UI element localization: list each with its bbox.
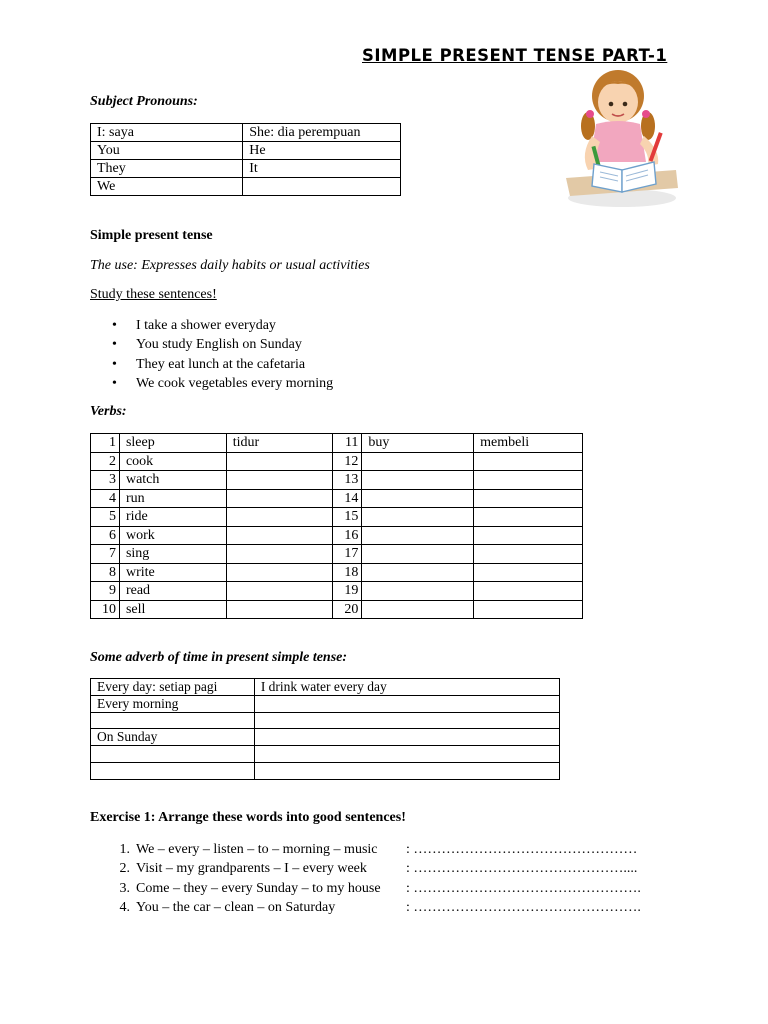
answer-line: : ……………………………………….... xyxy=(406,861,638,877)
table-row xyxy=(91,142,401,160)
adverb-cell xyxy=(91,762,255,779)
table-row xyxy=(91,526,583,545)
meaning-cell xyxy=(226,545,333,564)
verb-cell xyxy=(362,600,474,619)
answer-line: : ………………………………………… xyxy=(406,842,638,857)
exercise-words: We – every – listen – to – morning – music xyxy=(136,842,378,857)
table-row xyxy=(91,563,583,582)
adverbs-heading: Some adverb of time in present simple tense: xyxy=(90,650,348,665)
table-row xyxy=(91,452,583,471)
table-row xyxy=(91,695,560,712)
exercise-number: 3. xyxy=(119,880,130,896)
meaning-cell: membeli xyxy=(474,434,583,453)
exercise-number: 4. xyxy=(119,899,130,915)
meaning-cell xyxy=(474,471,583,490)
table-row xyxy=(91,746,560,763)
pronoun-cell: You xyxy=(91,142,243,160)
verb-number-cell: 3 xyxy=(91,471,120,490)
meaning-cell xyxy=(474,526,583,545)
verb-cell: cook xyxy=(119,452,226,471)
answer-line: : …………………………………………. xyxy=(406,899,641,915)
verb-cell: ride xyxy=(119,508,226,527)
table-row xyxy=(91,582,583,601)
meaning-cell xyxy=(226,526,333,545)
adverbs-table xyxy=(90,678,560,780)
exercise-words: You – the car – clean – on Saturday xyxy=(136,899,336,915)
use-description: The use: Expresses daily habits or usual activities xyxy=(90,258,370,273)
meaning-cell xyxy=(474,582,583,601)
meaning-cell xyxy=(226,563,333,582)
meaning-cell xyxy=(226,600,333,619)
pronouns-table xyxy=(90,123,401,196)
verb-cell: buy xyxy=(362,434,474,453)
simple-present-heading: Simple present tense xyxy=(90,228,213,243)
verb-cell: sleep xyxy=(119,434,226,453)
verb-number-cell: 10 xyxy=(91,600,120,619)
verb-number-cell: 11 xyxy=(333,434,362,453)
meaning-cell xyxy=(226,471,333,490)
answer-line: : …………………………………………. xyxy=(406,880,641,896)
table-row xyxy=(91,712,560,729)
meaning-cell xyxy=(474,600,583,619)
meaning-cell xyxy=(474,563,583,582)
meaning-cell: tidur xyxy=(226,434,333,453)
verb-cell xyxy=(362,563,474,582)
study-instruction: Study these sentences! xyxy=(90,287,217,302)
example-cell xyxy=(254,746,559,763)
pronoun-cell: We xyxy=(91,178,243,196)
meaning-cell xyxy=(226,452,333,471)
table-row xyxy=(91,434,583,453)
verb-number-cell: 18 xyxy=(333,563,362,582)
adverb-cell: Every day: setiap pagi xyxy=(91,679,255,696)
table-row xyxy=(91,471,583,490)
list-item: • They eat lunch at the cafetaria xyxy=(112,355,333,374)
verb-number-cell: 4 xyxy=(91,489,120,508)
table-row xyxy=(91,489,583,508)
pronoun-cell xyxy=(243,178,401,196)
meaning-cell xyxy=(226,508,333,527)
table-row xyxy=(91,508,583,527)
example-cell xyxy=(254,729,559,746)
exercise-number: 1. xyxy=(119,842,130,857)
adverb-cell xyxy=(91,746,255,763)
verb-cell: write xyxy=(119,563,226,582)
verb-number-cell: 9 xyxy=(91,582,120,601)
verb-cell xyxy=(362,582,474,601)
verb-cell: sing xyxy=(119,545,226,564)
pronoun-cell: I: saya xyxy=(91,124,243,142)
verb-cell xyxy=(362,508,474,527)
example-cell xyxy=(254,695,559,712)
meaning-cell xyxy=(474,508,583,527)
adverb-cell: On Sunday xyxy=(91,729,255,746)
example-cell: I drink water every day xyxy=(254,679,559,696)
table-row xyxy=(91,178,401,196)
verb-cell: sell xyxy=(119,600,226,619)
verb-number-cell: 12 xyxy=(333,452,362,471)
exercise-heading: Exercise 1: Arrange these words into good sentences! xyxy=(90,810,406,825)
meaning-cell xyxy=(474,545,583,564)
example-cell xyxy=(254,762,559,779)
verb-cell: read xyxy=(119,582,226,601)
verb-number-cell: 1 xyxy=(91,434,120,453)
exercise-words: Visit – my grandparents – I – every week xyxy=(136,861,367,877)
girl-studying-icon xyxy=(560,66,682,210)
adverb-cell: Every morning xyxy=(91,695,255,712)
verb-number-cell: 5 xyxy=(91,508,120,527)
verb-cell: watch xyxy=(119,471,226,490)
page-title: SIMPLE PRESENT TENSE PART-1 xyxy=(362,46,668,65)
verb-number-cell: 15 xyxy=(333,508,362,527)
verb-number-cell: 13 xyxy=(333,471,362,490)
verb-number-cell: 16 xyxy=(333,526,362,545)
pronoun-cell: She: dia perempuan xyxy=(243,124,401,142)
verb-cell xyxy=(362,545,474,564)
meaning-cell xyxy=(226,582,333,601)
pronoun-cell: It xyxy=(243,160,401,178)
example-cell xyxy=(254,712,559,729)
verb-number-cell: 20 xyxy=(333,600,362,619)
verb-cell: run xyxy=(119,489,226,508)
table-row xyxy=(91,729,560,746)
pronoun-cell: He xyxy=(243,142,401,160)
table-row xyxy=(91,124,401,142)
subject-pronouns-heading: Subject Pronouns: xyxy=(90,94,198,109)
verbs-table xyxy=(90,433,583,619)
list-item: • We cook vegetables every morning xyxy=(112,374,333,393)
table-row xyxy=(91,545,583,564)
example-sentences-list xyxy=(112,316,333,393)
table-row xyxy=(91,762,560,779)
verb-number-cell: 17 xyxy=(333,545,362,564)
verb-cell xyxy=(362,526,474,545)
meaning-cell xyxy=(226,489,333,508)
adverb-cell xyxy=(91,712,255,729)
table-row xyxy=(91,160,401,178)
verb-number-cell: 2 xyxy=(91,452,120,471)
verb-number-cell: 14 xyxy=(333,489,362,508)
exercise-number: 2. xyxy=(119,861,130,877)
verb-cell: work xyxy=(119,526,226,545)
verb-number-cell: 6 xyxy=(91,526,120,545)
meaning-cell xyxy=(474,489,583,508)
list-item: • I take a shower everyday xyxy=(112,316,333,335)
verb-number-cell: 7 xyxy=(91,545,120,564)
meaning-cell xyxy=(474,452,583,471)
verb-cell xyxy=(362,471,474,490)
verb-number-cell: 19 xyxy=(333,582,362,601)
pronoun-cell: They xyxy=(91,160,243,178)
verb-cell xyxy=(362,452,474,471)
verb-number-cell: 8 xyxy=(91,563,120,582)
table-row xyxy=(91,600,583,619)
list-item: • You study English on Sunday xyxy=(112,335,333,354)
table-row xyxy=(91,679,560,696)
verb-cell xyxy=(362,489,474,508)
exercise-words: Come – they – every Sunday – to my house xyxy=(136,880,381,896)
verbs-heading: Verbs: xyxy=(90,404,127,419)
